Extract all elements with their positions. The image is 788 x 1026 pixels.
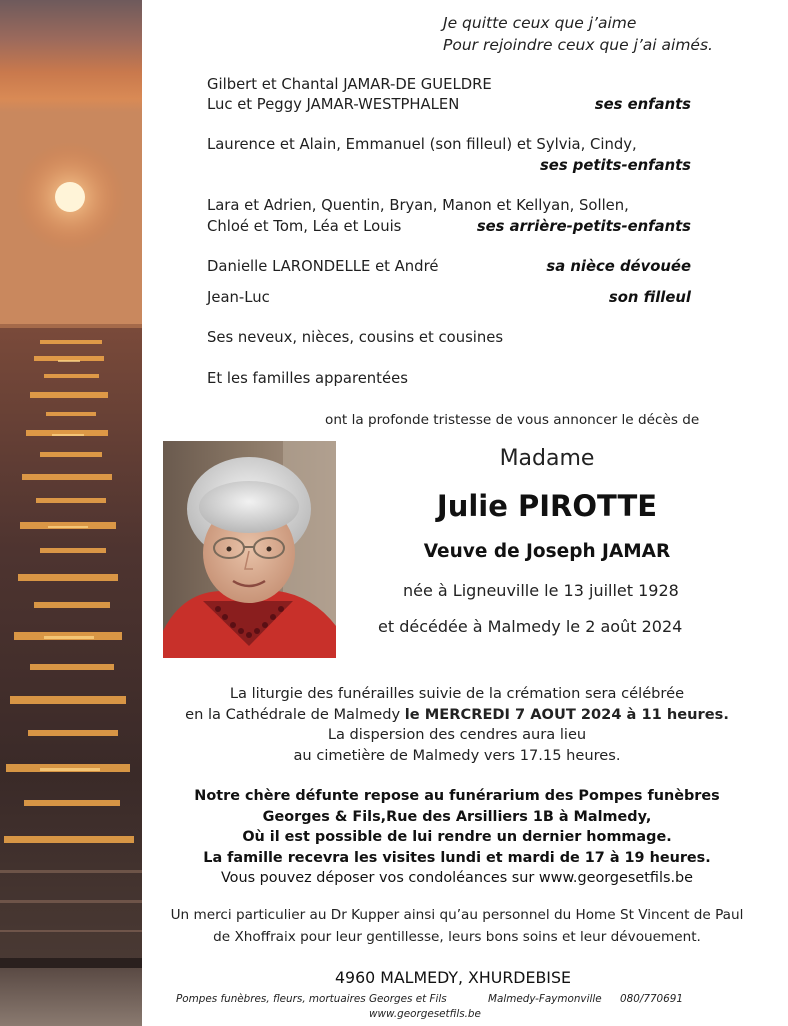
great-grandchildren-line-2: Chloé et Tom, Léa et Louis — [207, 218, 402, 235]
ceremony-block — [137, 684, 777, 766]
great-grandchildren-relation: ses arrière-petits-enfants — [476, 218, 691, 235]
repose-line-1: Notre chère défunte repose au funérarium des Pompes funèbres — [194, 788, 720, 804]
ceremony-line-2 — [137, 705, 777, 726]
grandchildren-relation: ses petits-enfants — [539, 157, 691, 174]
portrait-photo — [163, 441, 336, 658]
godson-relation: son filleul — [608, 289, 691, 306]
children-relation: ses enfants — [594, 96, 691, 113]
ceremony-line-4: au cimetière de Malmedy vers 17.15 heures. — [293, 746, 621, 764]
repose-block — [137, 786, 777, 889]
announcement-text: ont la profonde tristesse de vous annoncer le décès de — [325, 412, 700, 428]
widow-of: Veuve de Joseph JAMAR — [423, 541, 671, 562]
thanks-line-1: Un merci particulier au Dr Kupper ainsi qu’au personnel du Home St Vincent de Paul — [170, 907, 744, 923]
salutation: Madame — [499, 446, 595, 471]
ceremony-line-1: La liturgie des funérailles suivie de la crémation sera célébrée — [229, 685, 685, 702]
repose-line-2: Georges & Fils,Rue des Arsilliers 1B à Malmedy, — [262, 808, 652, 825]
ceremony-line-3: La dispersion des cendres aura lieu — [327, 726, 587, 743]
godson-line: Jean-Luc — [207, 289, 270, 306]
repose-line-4: La famille recevra les visites lundi et mardi de 17 à 19 heures. — [203, 849, 711, 866]
niece-relation: sa nièce dévouée — [546, 258, 691, 275]
great-grandchildren-line-1: Lara et Adrien, Quentin, Bryan, Manon et Kellyan, Sollen, — [207, 197, 629, 214]
grandchildren-line: Laurence et Alain, Emmanuel (son filleul) et Sylvia, Cindy, — [207, 136, 637, 153]
family-address: 4960 MALMEDY, XHURDEBISE — [335, 968, 571, 987]
niece-line: Danielle LARONDELLE et André — [207, 258, 439, 275]
ceremony-location: en la Cathédrale de Malmedy — [185, 705, 405, 723]
footer-location: Malmedy-Faymonville — [488, 993, 602, 1005]
birth-info: née à Ligneuville le 13 juillet 1928 — [403, 581, 679, 600]
families-line: Et les familles apparentées — [207, 370, 408, 387]
quote-line-2: Pour rejoindre ceux que j’ai aimés. — [443, 36, 713, 54]
footer-company: Pompes funèbres, fleurs, mortuaires Georges et Fils — [176, 993, 447, 1005]
quote-line-1: Je quitte ceux que j’aime — [443, 14, 637, 32]
footer-phone: 080/770691 — [620, 993, 683, 1005]
children-line-2: Luc et Peggy JAMAR-WESTPHALEN — [207, 96, 460, 113]
children-line-1: Gilbert et Chantal JAMAR-DE GUELDRE — [207, 76, 492, 93]
nephews-line: Ses neveux, nièces, cousins et cousines — [207, 329, 504, 346]
footer-website: www.georgesetfils.be — [369, 1008, 481, 1020]
ceremony-datetime: le MERCREDI 7 AOUT 2024 à 11 heures. — [404, 705, 729, 723]
thanks-line-2: de Xhoffraix pour leur gentillesse, leurs bons soins et leur dévouement. — [213, 928, 701, 945]
sunset-sea-image — [0, 0, 142, 1026]
repose-line-3: Où il est possible de lui rendre un dernier hommage. — [242, 829, 672, 845]
thanks-block — [117, 905, 788, 948]
condolences-line: Vous pouvez déposer vos condoléances sur www.georgesetfils.be — [220, 870, 694, 886]
deceased-name: Julie PIROTTE — [436, 489, 658, 523]
death-info: et décédée à Malmedy le 2 août 2024 — [378, 617, 683, 636]
